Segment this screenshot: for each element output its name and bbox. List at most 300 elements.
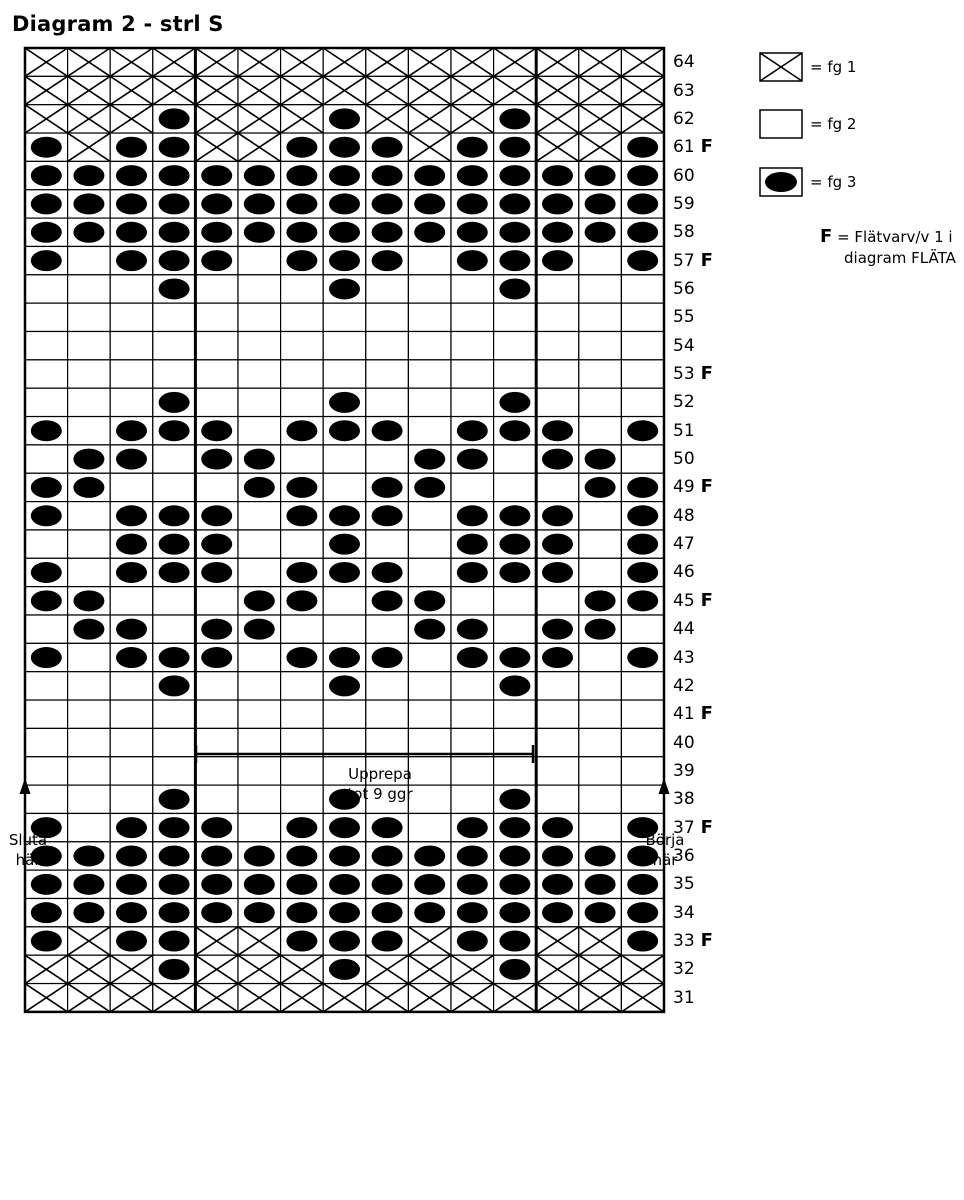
cell-fg2-blank (153, 473, 196, 501)
cell-fg2-blank (25, 728, 68, 756)
cell-fg3-dot (408, 842, 451, 870)
cell-fg3-dot (153, 417, 196, 445)
cell-fg3-dot (366, 502, 409, 530)
row-label (673, 676, 695, 696)
cell-fg1-cross (323, 984, 366, 1012)
cell-fg3-dot (238, 218, 281, 246)
cell-fg2-blank (366, 700, 409, 728)
row-label (673, 336, 695, 356)
cell-fg1-cross (494, 76, 537, 104)
cell-fg3-dot (579, 218, 622, 246)
cell-fg3-dot (195, 899, 238, 927)
cell-fg2-blank (238, 700, 281, 728)
cell-fg3-dot (451, 190, 494, 218)
cell-fg3-dot (536, 530, 579, 558)
cell-fg3-dot (408, 870, 451, 898)
cell-fg1-cross (451, 76, 494, 104)
cell-fg1-cross (408, 133, 451, 161)
row-number: 44 (673, 619, 695, 640)
cell-fg1-cross (68, 133, 111, 161)
cell-fg3-dot (25, 190, 68, 218)
row-flag: F (700, 476, 713, 498)
cell-fg3-dot (110, 190, 153, 218)
cell-fg3-dot (579, 842, 622, 870)
cell-fg3-dot (536, 161, 579, 189)
cell-fg3-dot (323, 842, 366, 870)
cell-fg2-blank (110, 757, 153, 785)
cell-fg3-dot (451, 643, 494, 671)
legend-fg1-symbol (760, 53, 802, 81)
row-label (673, 52, 695, 72)
cell-fg3-dot (110, 530, 153, 558)
cell-fg1-cross (281, 955, 324, 983)
row-number: 39 (673, 760, 695, 781)
row-label (673, 903, 695, 923)
cell-fg3-dot (536, 899, 579, 927)
row-flag: F (700, 136, 713, 158)
cell-fg2-blank (536, 332, 579, 360)
cell-fg2-blank (621, 332, 664, 360)
cell-fg1-cross (451, 984, 494, 1012)
cell-fg3-dot (536, 643, 579, 671)
cell-fg3-dot (110, 813, 153, 841)
cell-fg2-blank (408, 303, 451, 331)
cell-fg2-blank (68, 700, 111, 728)
start-label-line2: här (652, 851, 678, 869)
row-label (673, 222, 695, 242)
legend-fg2-label: = fg 2 (810, 115, 857, 133)
cell-fg3-dot (451, 445, 494, 473)
cell-fg2-blank (68, 530, 111, 558)
cell-fg2-blank (68, 643, 111, 671)
cell-fg2-blank (110, 473, 153, 501)
cell-fg3-dot (110, 502, 153, 530)
row-number: 36 (673, 845, 695, 866)
cell-fg3-dot (366, 417, 409, 445)
cell-fg2-blank (195, 785, 238, 813)
cell-fg2-blank (579, 360, 622, 388)
cell-fg3-dot (494, 246, 537, 274)
cell-fg1-cross (25, 105, 68, 133)
cell-fg2-blank (195, 700, 238, 728)
cell-fg2-blank (579, 246, 622, 274)
cell-fg3-dot (323, 388, 366, 416)
end-label (6, 830, 50, 870)
row-number: 48 (673, 505, 695, 526)
repeat-label-line2: tot 9 ggr (347, 785, 413, 803)
cell-fg1-cross (579, 984, 622, 1012)
cell-fg3-dot (68, 899, 111, 927)
cell-fg1-cross (110, 76, 153, 104)
cell-fg1-cross (408, 105, 451, 133)
cell-fg3-dot (153, 842, 196, 870)
cell-fg1-cross (579, 955, 622, 983)
cell-fg3-dot (494, 643, 537, 671)
cell-fg1-cross (195, 48, 238, 76)
cell-fg3-dot (323, 899, 366, 927)
cell-fg3-dot (536, 218, 579, 246)
cell-fg3-dot (323, 927, 366, 955)
cell-fg2-blank (25, 615, 68, 643)
cell-fg3-dot (25, 502, 68, 530)
cell-fg2-blank (323, 728, 366, 756)
cell-fg2-blank (195, 275, 238, 303)
cell-fg2-blank (621, 615, 664, 643)
cell-fg3-dot (494, 105, 537, 133)
cell-fg3-dot (494, 927, 537, 955)
cell-fg2-blank (536, 360, 579, 388)
row-label (673, 194, 695, 214)
cell-fg3-dot (110, 842, 153, 870)
row-label (673, 959, 695, 979)
cell-fg3-dot (621, 161, 664, 189)
cell-fg3-dot (621, 133, 664, 161)
diagram-title: Diagram 2 - strl S (12, 12, 224, 36)
cell-fg3-dot (408, 473, 451, 501)
cell-fg3-dot (68, 842, 111, 870)
cell-fg1-cross (494, 48, 537, 76)
cell-fg3-dot (25, 473, 68, 501)
cell-fg3-dot (281, 899, 324, 927)
cell-fg2-blank (366, 360, 409, 388)
row-flag: F (700, 363, 713, 385)
cell-fg2-blank (408, 643, 451, 671)
cell-fg2-blank (323, 700, 366, 728)
cell-fg3-dot (323, 246, 366, 274)
cell-fg2-blank (68, 332, 111, 360)
cell-fg2-blank (408, 728, 451, 756)
cell-fg3-dot (281, 218, 324, 246)
cell-fg2-blank (621, 360, 664, 388)
cell-fg3-dot (579, 870, 622, 898)
cell-fg2-blank (579, 558, 622, 586)
row-label (673, 619, 695, 639)
cell-fg3-dot (451, 813, 494, 841)
cell-fg3-dot (25, 218, 68, 246)
cell-fg3-dot (494, 388, 537, 416)
cell-fg3-dot (281, 473, 324, 501)
cell-fg2-blank (68, 785, 111, 813)
cell-fg2-blank (68, 672, 111, 700)
cell-fg3-dot (408, 445, 451, 473)
cell-fg2-blank (579, 672, 622, 700)
cell-fg2-blank (494, 728, 537, 756)
cell-fg2-blank (195, 757, 238, 785)
cell-fg2-blank (451, 785, 494, 813)
cell-fg3-dot (195, 842, 238, 870)
row-flag: F (700, 703, 713, 725)
cell-fg1-cross (366, 105, 409, 133)
cell-fg2-blank (451, 388, 494, 416)
legend-fg2-symbol (760, 110, 802, 138)
cell-fg2-blank (153, 303, 196, 331)
cell-fg2-blank (494, 360, 537, 388)
cell-fg2-blank (238, 643, 281, 671)
cell-fg2-blank (579, 700, 622, 728)
cell-fg2-blank (68, 502, 111, 530)
cell-fg1-cross (153, 48, 196, 76)
cell-fg3-dot (153, 161, 196, 189)
cell-fg1-cross (68, 76, 111, 104)
cell-fg3-dot (110, 218, 153, 246)
cell-fg2-blank (451, 275, 494, 303)
cell-fg2-blank (25, 530, 68, 558)
cell-fg3-dot (281, 558, 324, 586)
cell-fg3-dot (110, 246, 153, 274)
cell-fg1-cross (451, 48, 494, 76)
cell-fg3-dot (366, 587, 409, 615)
row-label (673, 648, 695, 668)
cell-fg3-dot (281, 246, 324, 274)
row-flag: F (700, 249, 713, 271)
cell-fg3-dot (536, 813, 579, 841)
cell-fg3-dot (153, 502, 196, 530)
row-number: 47 (673, 534, 695, 555)
cell-fg3-dot (25, 417, 68, 445)
cell-fg2-blank (238, 558, 281, 586)
row-number: 40 (673, 732, 695, 753)
cell-fg3-dot (621, 246, 664, 274)
cell-fg1-cross (323, 48, 366, 76)
cell-fg2-blank (323, 303, 366, 331)
cell-fg3-dot (110, 927, 153, 955)
row-label (673, 761, 695, 781)
cell-fg3-dot (153, 275, 196, 303)
cell-fg2-blank (68, 246, 111, 274)
row-label (673, 81, 695, 101)
cell-fg3-dot (195, 218, 238, 246)
cell-fg1-cross (281, 105, 324, 133)
cell-fg2-blank (536, 700, 579, 728)
legend-flag-text-1: = Flätvarv/v 1 i (837, 228, 953, 246)
cell-fg3-dot (323, 218, 366, 246)
cell-fg3-dot (323, 275, 366, 303)
cell-fg2-blank (238, 388, 281, 416)
cell-fg3-dot (323, 813, 366, 841)
cell-fg3-dot (281, 417, 324, 445)
cell-fg3-dot (366, 246, 409, 274)
row-label (673, 733, 695, 753)
cell-fg2-blank (281, 728, 324, 756)
legend-fg1-label: = fg 1 (810, 58, 857, 76)
cell-fg1-cross (238, 984, 281, 1012)
cell-fg2-blank (153, 728, 196, 756)
cell-fg3-dot (621, 190, 664, 218)
row-flag: F (700, 589, 713, 611)
cell-fg3-dot (579, 190, 622, 218)
cell-fg2-blank (195, 332, 238, 360)
cell-fg1-cross (408, 927, 451, 955)
cell-fg2-blank (153, 700, 196, 728)
cell-fg2-blank (238, 785, 281, 813)
row-label (673, 166, 695, 186)
cell-fg3-dot (25, 587, 68, 615)
cell-fg1-cross (536, 133, 579, 161)
row-flag: F (700, 816, 713, 838)
cell-fg1-cross (366, 984, 409, 1012)
cell-fg2-blank (195, 303, 238, 331)
cell-fg3-dot (579, 473, 622, 501)
cell-fg1-cross (153, 984, 196, 1012)
cell-fg3-dot (238, 899, 281, 927)
cell-fg3-dot (25, 246, 68, 274)
cell-fg2-blank (451, 757, 494, 785)
cell-fg2-blank (281, 388, 324, 416)
cell-fg1-cross (621, 955, 664, 983)
cell-fg3-dot (153, 388, 196, 416)
cell-fg1-cross (238, 927, 281, 955)
row-number: 64 (673, 52, 695, 73)
legend-flag-text-2: diagram FLÄTA (844, 249, 956, 267)
cell-fg3-dot (238, 161, 281, 189)
cell-fg1-cross (536, 48, 579, 76)
cell-fg3-dot (621, 643, 664, 671)
cell-fg3-dot (451, 530, 494, 558)
row-number: 59 (673, 193, 695, 214)
cell-fg2-blank (408, 813, 451, 841)
cell-fg3-dot (25, 161, 68, 189)
cell-fg3-dot (238, 587, 281, 615)
cell-fg2-blank (195, 360, 238, 388)
cell-fg3-dot (153, 927, 196, 955)
cell-fg3-dot (238, 190, 281, 218)
cell-fg2-blank (408, 246, 451, 274)
cell-fg1-cross (68, 984, 111, 1012)
row-number: 56 (673, 278, 695, 299)
cell-fg1-cross (536, 927, 579, 955)
cell-fg3-dot (366, 813, 409, 841)
cell-fg1-cross (25, 76, 68, 104)
cell-fg3-dot (238, 870, 281, 898)
cell-fg2-blank (25, 672, 68, 700)
cell-fg2-blank (408, 672, 451, 700)
cell-fg2-blank (68, 360, 111, 388)
cell-fg3-dot (153, 246, 196, 274)
cell-fg3-dot (494, 842, 537, 870)
cell-fg3-dot (153, 870, 196, 898)
cell-fg2-blank (366, 530, 409, 558)
cell-fg3-dot (494, 417, 537, 445)
cell-fg2-blank (536, 785, 579, 813)
cell-fg2-blank (579, 813, 622, 841)
row-label (673, 279, 695, 299)
cell-fg2-blank (110, 785, 153, 813)
cell-fg2-blank (153, 360, 196, 388)
cell-fg3-dot (579, 899, 622, 927)
cell-fg3-dot (153, 133, 196, 161)
cell-fg2-blank (68, 558, 111, 586)
cell-fg3-dot (68, 473, 111, 501)
cell-fg3-dot (153, 813, 196, 841)
cell-fg3-dot (536, 502, 579, 530)
cell-fg3-dot (366, 473, 409, 501)
row-number: 49 (673, 477, 695, 498)
cell-fg2-blank (494, 700, 537, 728)
row-label (673, 109, 695, 129)
cell-fg3-dot (238, 473, 281, 501)
end-label-line1: Sluta (8, 831, 48, 849)
cell-fg2-blank (153, 445, 196, 473)
cell-fg3-dot (153, 218, 196, 246)
cell-fg2-blank (25, 303, 68, 331)
cell-fg1-cross (366, 76, 409, 104)
cell-fg2-blank (579, 502, 622, 530)
cell-fg3-dot (153, 955, 196, 983)
cell-fg3-dot (451, 133, 494, 161)
cell-fg3-dot (536, 615, 579, 643)
cell-fg2-blank (451, 728, 494, 756)
cell-fg2-blank (153, 332, 196, 360)
cell-fg1-cross (25, 984, 68, 1012)
cell-fg3-dot (323, 133, 366, 161)
cell-fg3-dot (621, 899, 664, 927)
cell-fg2-blank (153, 587, 196, 615)
cell-fg2-blank (494, 587, 537, 615)
cell-fg2-blank (68, 275, 111, 303)
cell-fg3-dot (408, 218, 451, 246)
row-flag: F (700, 930, 713, 952)
cell-fg1-cross (281, 48, 324, 76)
cell-fg2-blank (408, 360, 451, 388)
cell-fg2-blank (281, 332, 324, 360)
cell-fg2-blank (579, 417, 622, 445)
cell-fg3-dot (195, 643, 238, 671)
cell-fg2-blank (451, 700, 494, 728)
cell-fg3-dot (536, 870, 579, 898)
cell-fg2-blank (68, 417, 111, 445)
cell-fg2-blank (68, 728, 111, 756)
cell-fg2-blank (579, 757, 622, 785)
cell-fg3-dot (408, 899, 451, 927)
cell-fg3-dot (494, 190, 537, 218)
cell-fg3-dot (25, 558, 68, 586)
cell-fg2-blank (25, 275, 68, 303)
cell-fg2-blank (621, 303, 664, 331)
cell-fg3-dot (536, 190, 579, 218)
cell-fg3-dot (323, 502, 366, 530)
row-number: 55 (673, 307, 695, 328)
cell-fg3-dot (408, 587, 451, 615)
row-label (673, 789, 695, 809)
cell-fg3-dot (408, 161, 451, 189)
cell-fg2-blank (25, 332, 68, 360)
cell-fg2-blank (110, 303, 153, 331)
cell-fg3-dot (579, 445, 622, 473)
row-label (673, 307, 695, 327)
cell-fg2-blank (408, 275, 451, 303)
cell-fg2-blank (195, 473, 238, 501)
cell-fg2-blank (195, 728, 238, 756)
cell-fg3-dot (494, 502, 537, 530)
cell-fg1-cross (579, 927, 622, 955)
cell-fg2-blank (621, 672, 664, 700)
cell-fg3-dot (621, 927, 664, 955)
start-label-line1: Börja (645, 831, 685, 849)
cell-fg3-dot (579, 161, 622, 189)
cell-fg2-blank (621, 728, 664, 756)
cell-fg3-dot (451, 899, 494, 927)
cell-fg2-blank (408, 332, 451, 360)
cell-fg3-dot (281, 133, 324, 161)
cell-fg3-dot (323, 643, 366, 671)
legend-flag-letter: F (820, 226, 833, 247)
cell-fg2-blank (366, 672, 409, 700)
cell-fg3-dot (323, 558, 366, 586)
cell-fg3-dot (621, 870, 664, 898)
cell-fg2-blank (408, 417, 451, 445)
row-number: 54 (673, 335, 695, 356)
cell-fg3-dot (323, 955, 366, 983)
